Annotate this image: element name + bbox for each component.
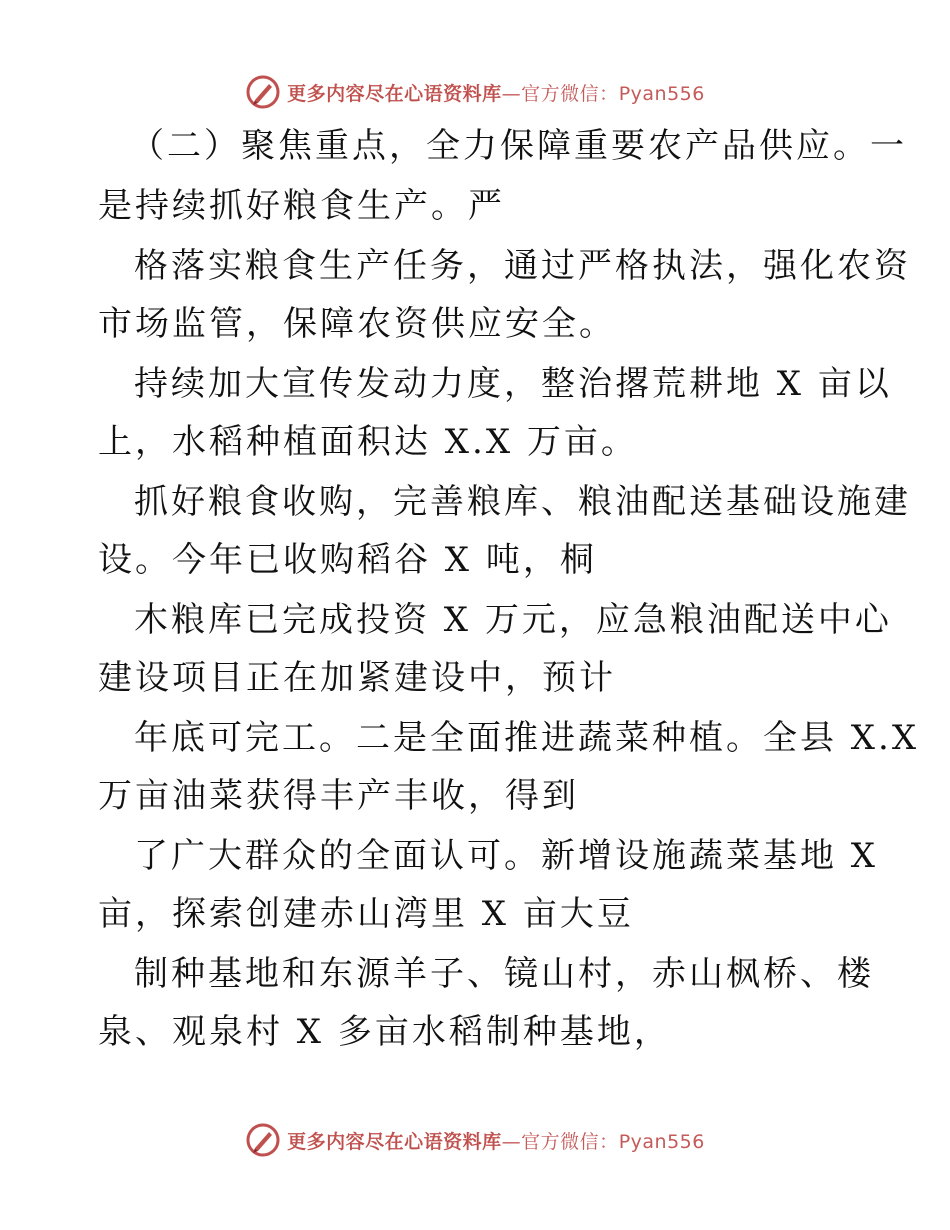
header-banner-dash: — bbox=[501, 82, 522, 105]
body-line: 是持续抓好粮食生产。严 bbox=[98, 186, 505, 226]
body-line: 市场监管，保障农资供应安全。 bbox=[98, 304, 616, 344]
body-line: 万亩油菜获得丰产丰收，得到 bbox=[98, 776, 579, 816]
body-line: （二）聚焦重点，全力保障重要农产品供应。一 bbox=[130, 126, 907, 166]
header-banner-suffix: 官方微信： bbox=[521, 82, 619, 105]
header-banner-wechat-id: Pyan556 bbox=[618, 82, 705, 105]
body-line: 年底可完工。二是全面推进蔬菜种植。全县 X.X bbox=[134, 718, 920, 758]
footer-banner-text bbox=[287, 1127, 705, 1154]
footer-banner-dash: — bbox=[501, 1130, 522, 1153]
header-watermark-banner bbox=[0, 72, 950, 112]
body-line: 上，水稻种植面积达 X.X 万亩。 bbox=[98, 422, 638, 462]
body-line: 持续加大宣传发动力度，整治撂荒耕地 X 亩以 bbox=[134, 364, 892, 404]
footer-banner-title: 更多内容尽在心语资料库 bbox=[287, 1130, 502, 1153]
pen-logo-icon bbox=[245, 74, 281, 110]
header-banner-title: 更多内容尽在心语资料库 bbox=[287, 82, 502, 105]
body-line: 建设项目正在加紧建设中，预计 bbox=[98, 658, 616, 698]
body-line: 抓好粮食收购，完善粮库、粮油配送基础设施建 bbox=[134, 482, 911, 522]
body-line: 木粮库已完成投资 X 万元，应急粮油配送中心 bbox=[134, 600, 892, 640]
body-line: 格落实粮食生产任务，通过严格执法，强化农资 bbox=[134, 246, 911, 286]
body-line: 亩，探索创建赤山湾里 X 亩大豆 bbox=[98, 894, 634, 934]
body-line: 了广大群众的全面认可。新增设施蔬菜基地 X bbox=[134, 836, 879, 876]
body-line: 设。今年已收购稻谷 X 吨，桐 bbox=[98, 540, 597, 580]
body-line: 制种基地和东源羊子、镜山村，赤山枫桥、楼 bbox=[134, 954, 874, 994]
footer-banner-wechat-id: Pyan556 bbox=[618, 1130, 705, 1153]
pen-logo-icon bbox=[245, 1122, 281, 1158]
header-banner-text bbox=[287, 79, 705, 106]
footer-watermark-banner bbox=[0, 1120, 950, 1160]
footer-banner-suffix: 官方微信： bbox=[521, 1130, 619, 1153]
body-line: 泉、观泉村 X 多亩水稻制种基地， bbox=[98, 1012, 671, 1052]
